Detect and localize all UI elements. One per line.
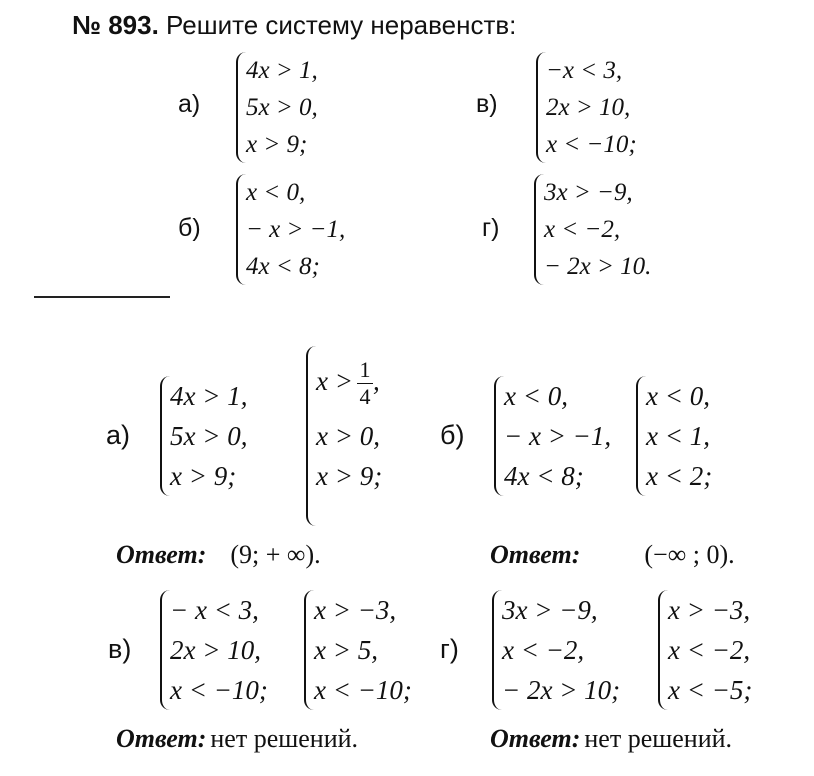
- problem-a-line-2: 5x > 0,: [246, 94, 318, 121]
- solution-a-s1-line-2: 5x > 0,: [170, 421, 248, 451]
- problem-v-system: [536, 52, 637, 163]
- problem-a-line-1: 4x > 1,: [246, 57, 318, 84]
- fraction-numerator: 1: [359, 357, 371, 383]
- solution-a-system-2: [306, 346, 382, 526]
- problem-b-label: б): [178, 214, 201, 242]
- solution-b-s1-line-2: − x > −1,: [504, 421, 612, 451]
- solution-g-s1-line-1: 3x > −9,: [502, 595, 598, 625]
- solution-a-s2-line-2: x > 0,: [316, 421, 380, 451]
- solution-v-s2-line-2: x > 5,: [314, 635, 378, 665]
- answer-b-value: (−∞ ; 0).: [644, 540, 735, 569]
- solution-a-s2-suffix: ,: [372, 366, 380, 396]
- answer-v: [116, 724, 358, 754]
- solution-a-s2-line-3: x > 9;: [316, 461, 383, 491]
- solution-a-system-1: [160, 376, 247, 496]
- solution-b-label: б): [440, 420, 465, 450]
- problem-b-line-1: x < 0,: [246, 179, 306, 206]
- problem-g-line-3: − 2x > 10.: [544, 253, 652, 280]
- solution-a-s1-line-3: x > 9;: [170, 461, 237, 491]
- solution-v-s1-line-1: − x < 3,: [170, 595, 259, 625]
- solution-a-s2-prefix: x >: [316, 366, 353, 396]
- answer-word: Ответ:: [490, 724, 581, 753]
- section-divider: [34, 296, 170, 298]
- solution-b-system-1: [494, 376, 611, 496]
- solution-v-system-2: [304, 590, 412, 710]
- solution-b-system-2: [636, 376, 712, 496]
- fraction-denominator: 4: [359, 384, 371, 410]
- answer-g: [490, 724, 732, 754]
- solution-b-s2-line-2: x < 1,: [646, 421, 710, 451]
- problem-g-label: г): [482, 214, 500, 242]
- solution-g-system-1: [492, 590, 620, 710]
- solution-a-label: а): [106, 420, 131, 450]
- answer-word: Ответ:: [490, 540, 581, 569]
- problem-g-line-1: 3x > −9,: [544, 179, 633, 206]
- problem-v-line-1: −x < 3,: [546, 57, 623, 84]
- fraction: [357, 359, 373, 408]
- solution-v-system-1: [160, 590, 268, 710]
- answer-b: [490, 540, 735, 570]
- answer-word: Ответ:: [116, 540, 207, 569]
- problem-a-line-3: x > 9;: [246, 131, 308, 158]
- solution-b-s2-line-3: x < 2;: [646, 461, 713, 491]
- problem-instruction: Решите систему неравенств:: [166, 10, 517, 40]
- problem-b-line-3: 4x < 8;: [246, 253, 320, 280]
- solution-g-system-2: [658, 590, 752, 710]
- solution-a-s2-line-1: [316, 346, 382, 416]
- solution-g-label: г): [440, 634, 459, 664]
- answer-a-value: (9; + ∞).: [230, 540, 321, 569]
- solution-v-label: в): [108, 634, 132, 664]
- problem-g-line-2: x < −2,: [544, 216, 621, 243]
- solution-b-s1-line-1: x < 0,: [504, 381, 568, 411]
- solution-b-s2-line-1: x < 0,: [646, 381, 710, 411]
- answer-v-value: нет решений.: [210, 724, 359, 753]
- answer-g-value: нет решений.: [584, 724, 733, 753]
- solution-g-s2-line-1: x > −3,: [668, 595, 751, 625]
- problem-a-label: а): [178, 90, 201, 118]
- solution-g-s2-line-3: x < −5;: [668, 675, 753, 705]
- problem-v-label: в): [476, 90, 498, 118]
- solution-g-s2-line-2: x < −2,: [668, 635, 751, 665]
- problem-heading: [72, 10, 516, 41]
- solution-g-s1-line-2: x < −2,: [502, 635, 585, 665]
- solution-v-s2-line-1: x > −3,: [314, 595, 397, 625]
- answer-a: [116, 540, 321, 570]
- solution-b-s1-line-3: 4x < 8;: [504, 461, 584, 491]
- solution-a-s1-line-1: 4x > 1,: [170, 381, 248, 411]
- problem-b-system: [236, 174, 345, 285]
- problem-number: № 893.: [72, 10, 159, 40]
- problem-v-line-2: 2x > 10,: [546, 94, 631, 121]
- problem-g-system: [534, 174, 651, 285]
- solution-g-s1-line-3: − 2x > 10;: [502, 675, 621, 705]
- solution-v-s1-line-2: 2x > 10,: [170, 635, 261, 665]
- problem-v-line-3: x < −10;: [546, 131, 637, 158]
- answer-word: Ответ:: [116, 724, 207, 753]
- problem-a-system: [236, 52, 318, 163]
- solution-v-s1-line-3: x < −10;: [170, 675, 268, 705]
- problem-b-line-2: − x > −1,: [246, 216, 346, 243]
- solution-v-s2-line-3: x < −10;: [314, 675, 412, 705]
